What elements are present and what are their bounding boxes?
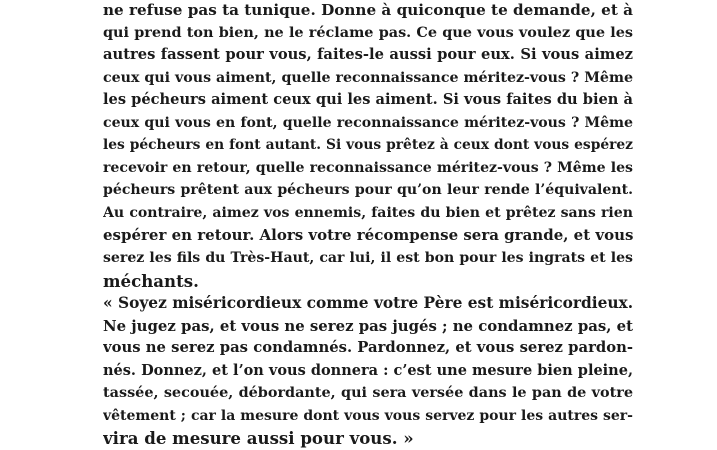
text-line: ceux qui vous aiment, quelle reconnaissance méritez-vous ? Même [103, 69, 633, 86]
text-line: recevoir en retour, quelle reconnaissance méritez-vous ? Même les [103, 159, 633, 176]
document-text [103, 0, 633, 450]
paragraph-1 [103, 0, 633, 292]
text-line: « Soyez miséricordieux comme votre Père est miséricordieux. [103, 294, 633, 313]
text-line: ne refuse pas ta tunique. Donne à quiconque te demande, et à [103, 1, 633, 19]
text-line: vêtement ; car la mesure dont vous vous servez pour les autres ser- [103, 407, 633, 424]
text-line: méchants. [103, 270, 199, 291]
paragraph-2 [103, 292, 633, 450]
text-line: vous ne serez pas condamnés. Pardonnez, et vous serez pardon- [103, 339, 633, 357]
text-line: nés. Donnez, et l’on vous donnera : c’est une mesure bien pleine, [103, 361, 633, 379]
text-line: Ne jugez pas, et vous ne serez pas jugés ; ne condamnez pas, et [103, 316, 633, 335]
text-line: tassée, secouée, débordante, qui sera versée dans le pan de votre [103, 384, 633, 402]
text-line: qui prend ton bien, ne le réclame pas. Ce que vous voulez que les [103, 23, 633, 41]
text-line: Au contraire, aimez vos ennemis, faites du bien et prêtez sans rien [103, 204, 633, 221]
text-line: espérer en retour. Alors votre récompense sera grande, et vous [103, 226, 633, 245]
text-line: vira de mesure aussi pour vous. » [103, 428, 414, 449]
text-line: serez les fils du Très-Haut, car lui, il est bon pour les ingrats et les [103, 250, 633, 267]
text-line: pécheurs prêtent aux pécheurs pour qu’on leur rende l’équivalent. [103, 182, 633, 199]
text-line: autres fassent pour vous, faites-le aussi pour eux. Si vous aimez [103, 46, 633, 64]
text-line: les pécheurs en font autant. Si vous prêtez à ceux dont vous espérez [103, 137, 633, 154]
text-line: ceux qui vous en font, quelle reconnaissance méritez-vous ? Même [103, 114, 633, 131]
text-line: les pécheurs aiment ceux qui les aiment. Si vous faites du bien à [103, 91, 633, 109]
